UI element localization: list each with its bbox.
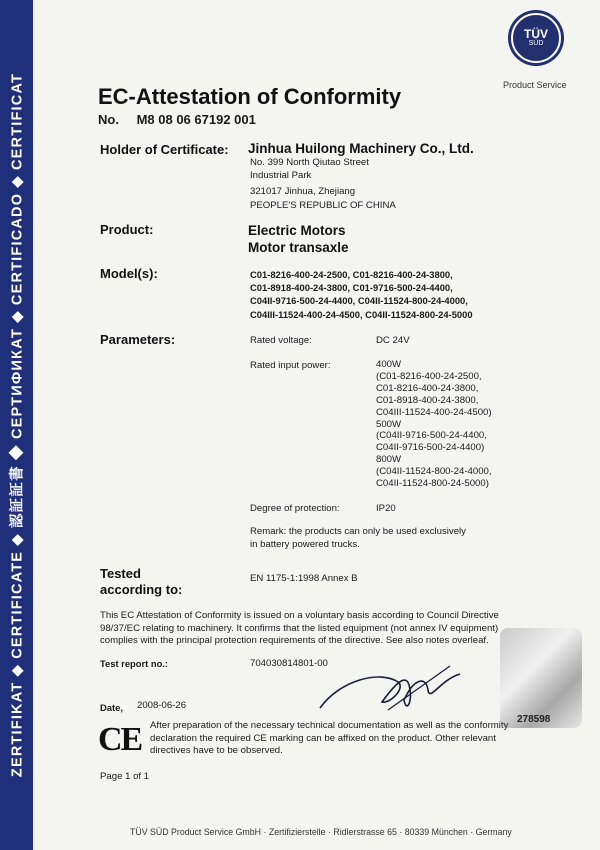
ce-mark-icon: CE bbox=[98, 721, 142, 758]
power-line: (C04II-11524-800-24-4000, bbox=[376, 466, 492, 478]
product-label: Product: bbox=[100, 222, 154, 237]
rated-voltage-label: Rated voltage: bbox=[250, 335, 312, 346]
model-line: C04III-11524-400-24-4500, C04II-11524-800-24-5000 bbox=[250, 308, 473, 320]
cert-no-value: M8 08 06 67192 001 bbox=[136, 112, 256, 127]
date-value: 2008-06-26 bbox=[137, 700, 187, 711]
product-service-label: Product Service bbox=[503, 80, 567, 90]
tested-label-line: according to: bbox=[100, 582, 183, 597]
certificate-number bbox=[98, 112, 256, 127]
statement-paragraph: This EC Attestation of Conformity is issued on a voluntary basis according to Council Directive 98/37/EC relating to machinery. It confirms that the listed equipment (not annex IV equipment) complies with the principal protection requirements of the directive. See also notes overleaf. bbox=[100, 610, 499, 646]
model-line: C01-8918-400-24-3800, C01-9716-500-24-4400, bbox=[250, 282, 453, 294]
remark-line: in battery powered trucks. bbox=[250, 538, 360, 550]
model-line: C04II-9716-500-24-4400, C04II-11524-800-24-4000, bbox=[250, 295, 468, 307]
page-title: EC-Attestation of Conformity bbox=[98, 84, 402, 109]
tested-label bbox=[100, 566, 182, 598]
test-report-value: 704030814801-00 bbox=[250, 658, 328, 669]
holder-name: Jinhua Huilong Machinery Co., Ltd. bbox=[248, 141, 474, 156]
power-line: C01-8918-400-24-3800, bbox=[376, 394, 479, 406]
date-label: Date, bbox=[100, 702, 123, 713]
remark bbox=[250, 526, 466, 551]
power-line: 800W bbox=[376, 454, 402, 466]
logo-tuv-text: TÜV bbox=[524, 27, 548, 41]
power-line: C04III-11524-400-24-4500) bbox=[376, 406, 492, 418]
power-line: 500W bbox=[376, 418, 402, 430]
power-line: (C04II-9716-500-24-4400, bbox=[376, 430, 487, 442]
seal-number: 278598 bbox=[517, 714, 551, 725]
address-line: No. 399 North Qiutao Street bbox=[250, 157, 369, 168]
power-line: C04II-11524-800-24-5000) bbox=[376, 478, 489, 490]
tested-label-line: Tested bbox=[100, 566, 141, 581]
tuv-logo-icon bbox=[508, 10, 564, 66]
page-number: Page 1 of 1 bbox=[100, 771, 150, 782]
power-line: C04II-9716-500-24-4400) bbox=[376, 442, 485, 454]
sidebar-text: ZERTIFIKAT ◆ CERTIFICATE ◆ 認証証書 ◆ СЕРТИФИКАТ ◆ CERTIFICADO ◆ CERTIFICAT bbox=[9, 72, 26, 778]
address-line: PEOPLE'S REPUBLIC OF CHINA bbox=[250, 199, 396, 211]
models-list bbox=[250, 268, 473, 321]
product-value bbox=[248, 222, 349, 256]
product-line: Motor transaxle bbox=[248, 240, 349, 255]
power-line: C01-8216-400-24-3800, bbox=[376, 382, 479, 394]
product-line: Electric Motors bbox=[248, 223, 346, 238]
test-report-label: Test report no.: bbox=[100, 658, 169, 669]
signature-icon bbox=[310, 660, 490, 720]
holder-address bbox=[250, 156, 396, 212]
rated-voltage-value: DC 24V bbox=[376, 335, 410, 346]
power-line: 400W bbox=[376, 359, 402, 370]
model-line: C01-8216-400-24-2500, C01-8216-400-24-3800, bbox=[250, 269, 453, 280]
cert-no-label: No. bbox=[98, 112, 119, 127]
protection-value: IP20 bbox=[376, 503, 396, 514]
rated-power-label: Rated input power: bbox=[250, 360, 331, 371]
logo-sud-text: SÜD bbox=[528, 40, 544, 47]
models-label: Model(s): bbox=[100, 266, 158, 281]
power-line: (C01-8216-400-24-2500, bbox=[376, 370, 482, 382]
hologram-seal-icon bbox=[500, 628, 582, 728]
footer-address: TÜV SÜD Product Service GmbH · Zertifizierstelle · Ridlerstrasse 65 · 80339 München · Germany bbox=[130, 827, 512, 837]
rated-power-values bbox=[376, 359, 492, 490]
address-line: Industrial Park bbox=[250, 170, 312, 182]
remark-line: Remark: the products can only be used exclusively bbox=[250, 526, 466, 537]
protection-label: Degree of protection: bbox=[250, 503, 340, 514]
certificate-sidebar-band bbox=[0, 0, 33, 850]
tested-standard: EN 1175-1:1998 Annex B bbox=[250, 573, 358, 584]
address-line: 321017 Jinhua, Zhejiang bbox=[250, 186, 356, 198]
parameters-label: Parameters: bbox=[100, 332, 176, 347]
holder-label: Holder of Certificate: bbox=[100, 142, 229, 157]
ce-paragraph: After preparation of the necessary technical documentation as well as the conformity declaration the required CE marking can be affixed on the product. Other relevant directives have to be observed. bbox=[150, 720, 509, 756]
